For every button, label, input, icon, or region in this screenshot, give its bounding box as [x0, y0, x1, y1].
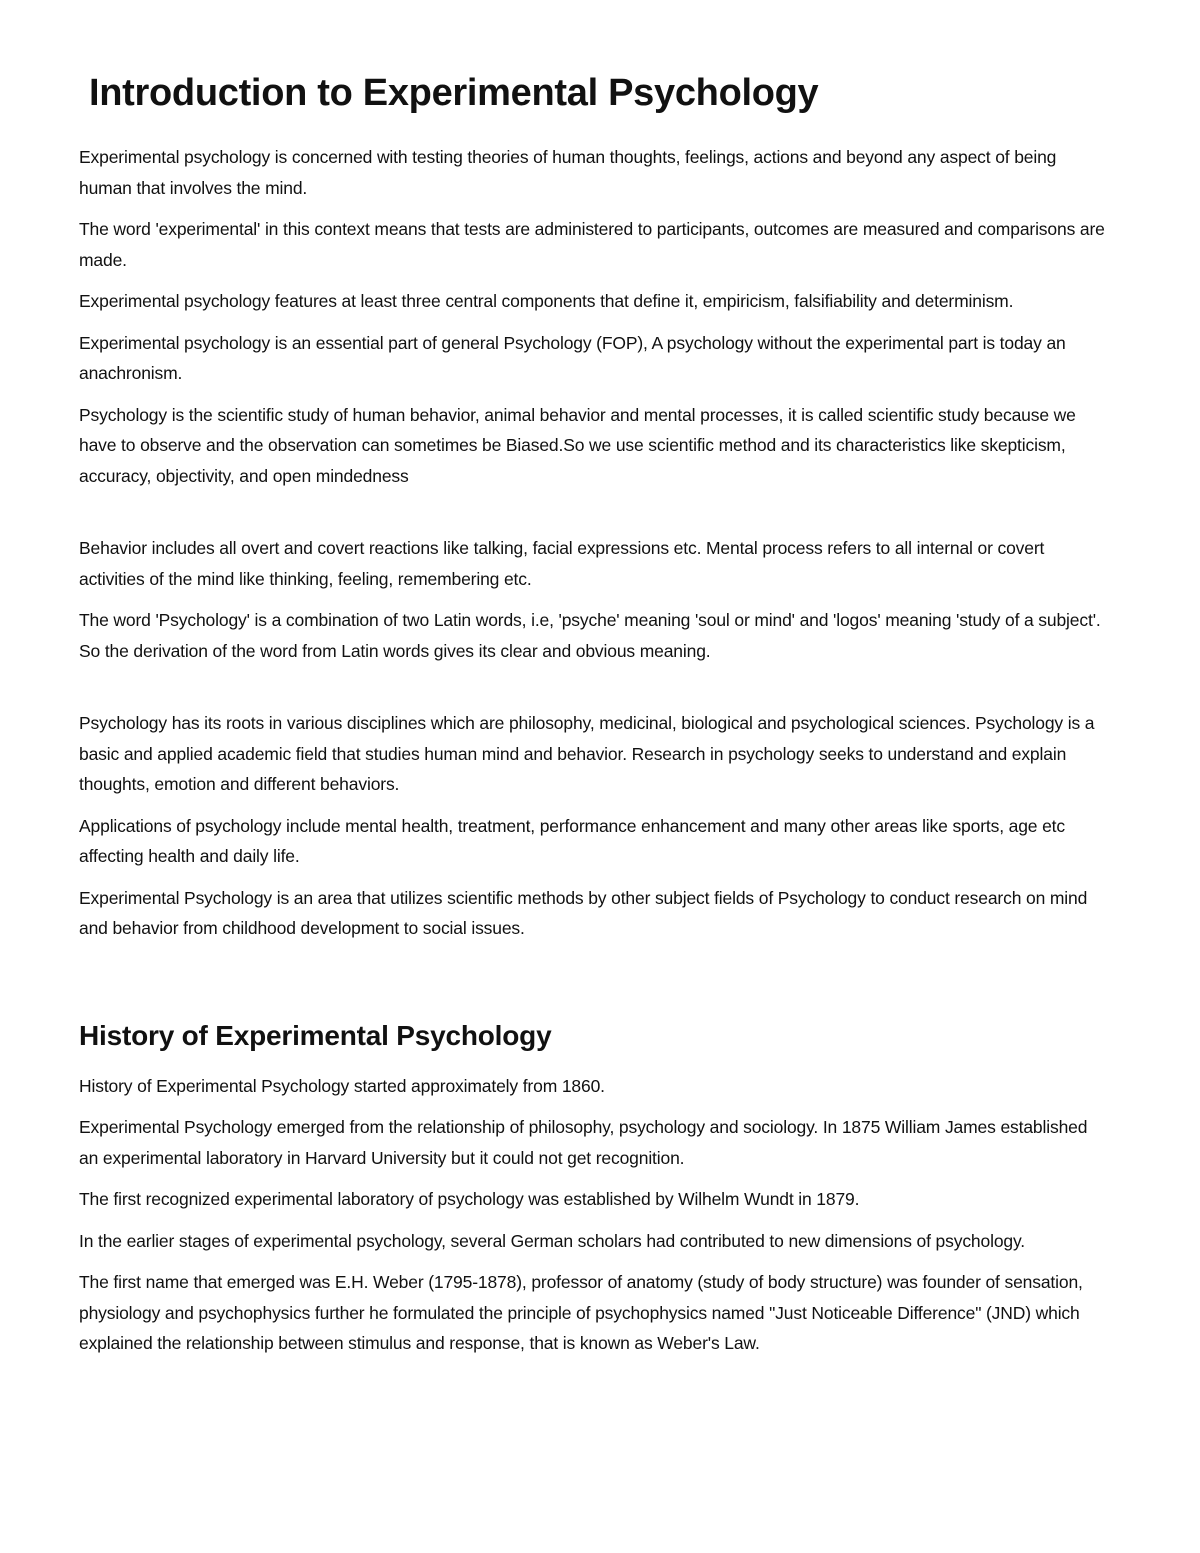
document-title: Introduction to Experimental Psychology	[89, 72, 819, 114]
paragraph: Experimental psychology is concerned with testing theories of human thoughts, feelings, actions and beyond any aspect of being human that involves the mind.	[79, 147, 1057, 198]
paragraph: The word 'Psychology' is a combination of two Latin words, i.e, 'psyche' meaning 'soul or mind' and 'logos' meaning 'study of a subject'. So the derivation of the word from Latin words gives its clear and obvious meaning.	[79, 610, 1101, 661]
paragraph: Applications of psychology include mental health, treatment, performance enhancement and many other areas like sports, age etc affecting health and daily life.	[79, 815, 1065, 866]
blank-line	[79, 677, 1110, 708]
paragraph: Experimental psychology is an essential part of general Psychology (FOP), A psychology without the experimental part is today an anachronism.	[79, 332, 1066, 383]
blank-line	[79, 502, 1110, 533]
behavior-section	[79, 533, 1110, 666]
paragraph: The first recognized experimental laboratory of psychology was established by Wilhelm Wundt in 1879.	[79, 1189, 860, 1209]
paragraph: Experimental Psychology is an area that utilizes scientific methods by other subject fields of Psychology to conduct research on mind and behavior from childhood development to social issues.	[79, 887, 1088, 938]
paragraph: The first name that emerged was E.H. Weber (1795-1878), professor of anatomy (study of body structure) was founder of sensation, physiology and psychophysics further he formulated the principle of psychophysics named "Just Noticeable Difference" (JND) which explained the relationship between stimulus and response, that is known as Weber's Law.	[79, 1272, 1083, 1353]
paragraph: In the earlier stages of experimental psychology, several German scholars had contributed to new dimensions of psychology.	[79, 1230, 1026, 1251]
paragraph: Behavior includes all overt and covert reactions like talking, facial expressions etc. Mental process refers to all internal or covert activities of the mind like thinking, feeling, remembering etc.	[79, 538, 1045, 589]
roots-section	[79, 708, 1110, 944]
intro-section	[79, 142, 1110, 491]
paragraph: Psychology has its roots in various disciplines which are philosophy, medicinal, biological and psychological sciences. Psychology is a basic and applied academic field that studies human mind and behavior. Research in psychology seeks to understand and explain thoughts, emotion and different behaviors.	[79, 713, 1095, 794]
paragraph: The word 'experimental' in this context means that tests are administered to participants, outcomes are measured and comparisons are made.	[79, 219, 1105, 270]
paragraph: Experimental psychology features at least three central components that define it, empiricism, falsifiability and determinism.	[79, 291, 1014, 311]
paragraph: Psychology is the scientific study of human behavior, animal behavior and mental processes, it is called scientific study because we have to observe and the observation can sometimes be Biased.So we use scientific method and its characteristics like skepticism, accuracy, objectivity, and open mindedness	[79, 404, 1076, 486]
section-heading: History of Experimental Psychology	[79, 1019, 552, 1051]
paragraph: Experimental Psychology emerged from the relationship of philosophy, psychology and sociology. In 1875 William James established an experimental laboratory in Harvard University but it could not get recognition.	[79, 1117, 1088, 1168]
history-section	[79, 1019, 1110, 1359]
blank-line	[79, 955, 1110, 1019]
paragraph: History of Experimental Psychology started approximately from 1860.	[79, 1075, 605, 1096]
